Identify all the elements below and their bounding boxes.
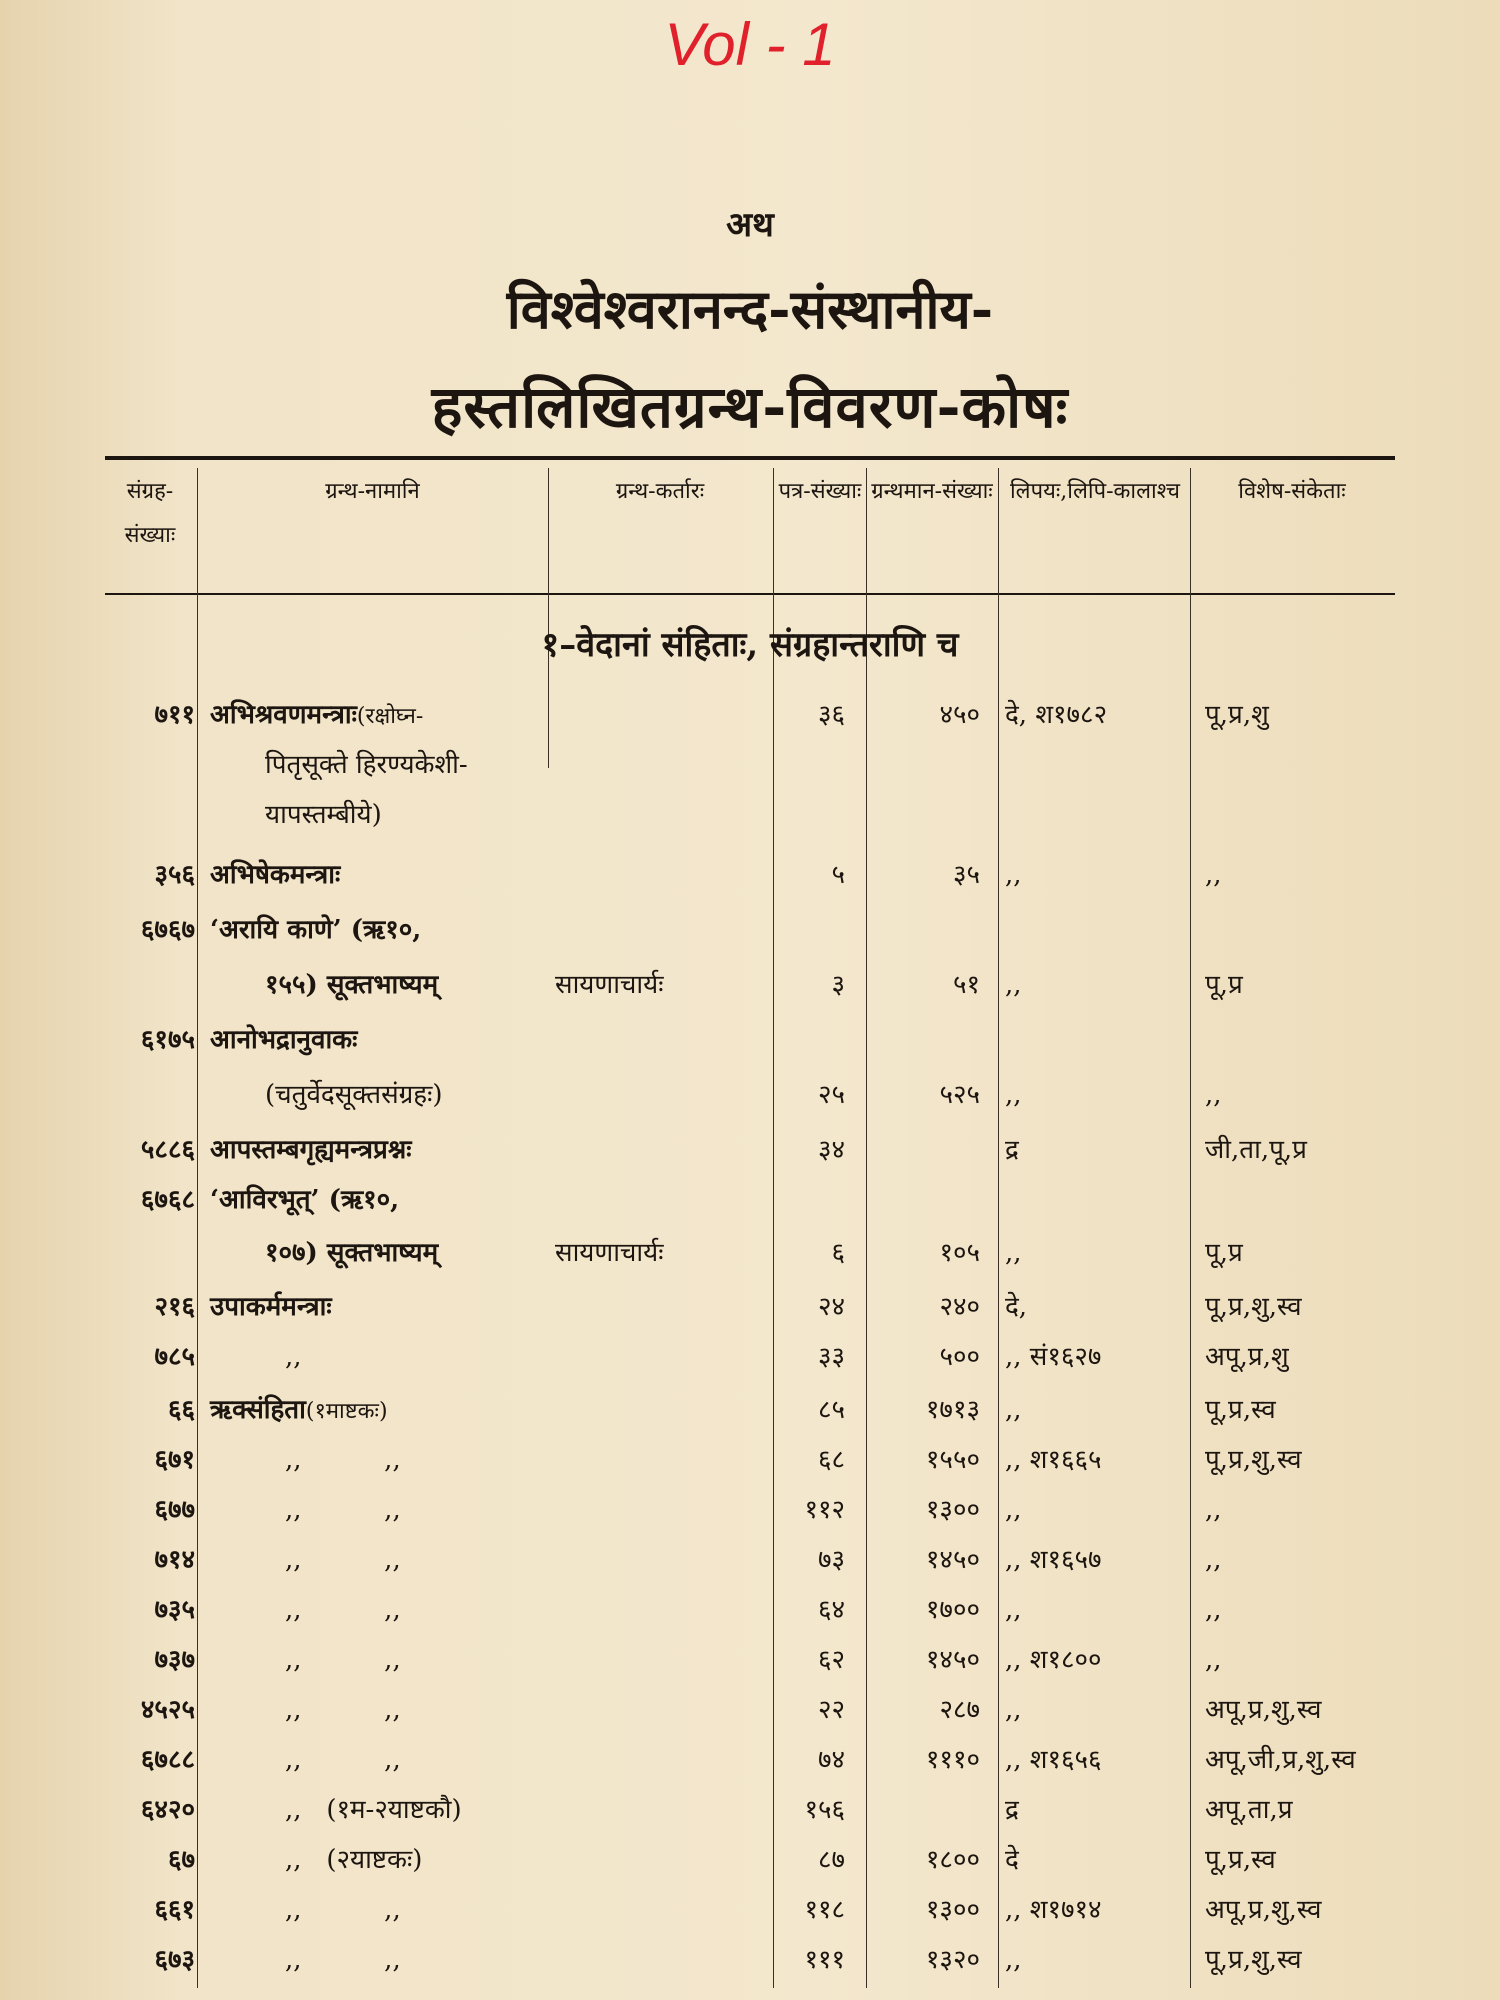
cell-name: ,, ,, (285, 1895, 401, 1925)
cell-vis: पू,प्र,स्व (1205, 1845, 1276, 1875)
cell-no: ६७८८ (140, 1745, 195, 1775)
cell-no: ६७६८ (140, 1185, 195, 1215)
cell-vis: अपू,ता,प्र (1205, 1795, 1293, 1825)
cell-no: ७३५ (154, 1595, 195, 1625)
cell-vis: पू,प्र,शु (1205, 700, 1269, 730)
cell-vis: अपू,प्र,शु,स्व (1205, 1695, 1322, 1725)
col-header-lipi: लिपयः,लिपि-कालाश्च (1009, 479, 1181, 504)
cell-patra: ३४ (817, 1135, 845, 1165)
cell-no: २१६ (154, 1292, 195, 1322)
table-row (0, 1535, 1500, 1585)
cell-no: ६७७ (154, 1495, 195, 1525)
table-row (0, 1175, 1500, 1225)
cell-lipi: ,, (1005, 1595, 1022, 1625)
cell-vis: पू,प्र,शु,स्व (1205, 1292, 1302, 1322)
cell-patra: ६४ (817, 1595, 845, 1625)
cell-vis: जी,ता,पू,प्र (1205, 1135, 1307, 1165)
cell-name: ,, ,, (285, 1595, 401, 1625)
cell-name-text: ऋक्संहिता (210, 1395, 306, 1425)
table-row (0, 1385, 1500, 1435)
cell-name: ‘अरायि काणे’ (ऋ१०, (210, 915, 422, 945)
cell-name: ,, ,, (285, 1745, 401, 1775)
cell-name: ‘आविरभूत्’ (ऋ१०, (210, 1185, 400, 1215)
table-row (0, 740, 1500, 790)
cell-no: ६७ (167, 1845, 195, 1875)
cell-lipi: ,, सं१६२७ (1005, 1342, 1102, 1372)
table-row (0, 1070, 1500, 1120)
cell-lipi: ,, (1005, 1395, 1022, 1425)
table-row (0, 960, 1500, 1010)
cell-mana: ३५ (952, 860, 980, 890)
cell-name: अभिषेकमन्त्राः (210, 860, 341, 890)
cell-patra: ३ (831, 970, 845, 1000)
cell-lipi: ,, श१८०० (1005, 1645, 1102, 1675)
cell-name: ,, ,, (285, 1645, 401, 1675)
cell-patra: ६२ (817, 1645, 845, 1675)
col-header-mana: ग्रन्थमान-संख्याः (871, 479, 993, 504)
cell-mana: १४५० (925, 1545, 980, 1575)
cell-no: ७८५ (154, 1342, 195, 1372)
cell-mana: १०५ (939, 1238, 980, 1268)
cell-vis: अपू,प्र,शु,स्व (1205, 1895, 1322, 1925)
col-header-author: ग्रन्थ-कर्तारः (615, 479, 705, 504)
cell-mana: १३२० (925, 1945, 980, 1975)
cell-no: ७१४ (154, 1545, 195, 1575)
cell-name: ,, ,, (285, 1945, 401, 1975)
table-row (0, 1015, 1500, 1065)
table-row (0, 1785, 1500, 1835)
cell-vis: अपू,प्र,शु (1205, 1342, 1289, 1372)
volume-label: Vol - 1 (664, 11, 836, 78)
cell-vis: ,, (1205, 1595, 1222, 1625)
cell-no: ६४२० (140, 1795, 195, 1825)
cell-lipi: दे, (1005, 1292, 1028, 1322)
cell-no: ७३७ (154, 1645, 195, 1675)
title-prefix: अथ (726, 205, 774, 245)
cell-vis: ,, (1205, 1545, 1222, 1575)
cell-lipi: ,, (1005, 970, 1022, 1000)
cell-patra: ११८ (804, 1895, 845, 1925)
cell-patra: ७३ (817, 1545, 845, 1575)
cell-lipi: ,, श१७१४ (1005, 1895, 1102, 1925)
cell-patra: १५६ (804, 1795, 845, 1825)
cell-mana: १८०० (925, 1845, 980, 1875)
cell-lipi: द्र (1005, 1795, 1019, 1825)
cell-name: आपस्तम्बगृह्यमन्त्रप्रश्नः (210, 1135, 412, 1165)
table-row (0, 1228, 1500, 1278)
cell-lipi: ,, (1005, 1238, 1022, 1268)
cell-name: उपाकर्ममन्त्राः (210, 1292, 332, 1322)
cell-name: ,, ,, (285, 1695, 401, 1725)
table-row (0, 1835, 1500, 1885)
table-row (0, 690, 1500, 740)
cell-patra: २५ (817, 1080, 845, 1110)
col-header-no: संग्रह-संख्याः (124, 479, 176, 548)
cell-no: ६६१ (154, 1895, 195, 1925)
cell-name (210, 1385, 388, 1437)
cell-vis: पू,प्र,शु,स्व (1205, 1445, 1302, 1475)
cell-mana: ४५० (939, 700, 980, 730)
cell-lipi: ,, (1005, 1945, 1022, 1975)
cell-name: पितृसूक्ते हिरण्यकेशी- (265, 750, 468, 780)
cell-no: ३५६ (154, 860, 195, 890)
cell-mana: ५२५ (939, 1080, 980, 1110)
cell-patra: ५ (831, 860, 845, 890)
cell-no: ६१७५ (140, 1025, 195, 1055)
cell-lipi: ,, श१६५७ (1005, 1545, 1102, 1575)
cell-vis: पू,प्र (1205, 1238, 1243, 1268)
cell-patra: ६८ (817, 1445, 845, 1475)
cell-name (210, 690, 423, 742)
cell-author: सायणाचार्यः (555, 1238, 664, 1268)
cell-mana: १५५० (925, 1445, 980, 1475)
cell-mana: १३०० (925, 1895, 980, 1925)
cell-patra: २२ (817, 1695, 845, 1725)
cell-lipi: दे (1005, 1845, 1019, 1875)
cell-name: ,, (२याष्टकः) (285, 1845, 423, 1875)
table-row (0, 850, 1500, 900)
table-row (0, 905, 1500, 955)
cell-no: ५८८६ (140, 1135, 195, 1165)
cell-patra: ११२ (804, 1495, 845, 1525)
cell-mana: २४० (939, 1292, 980, 1322)
cell-vis: अपू,जी,प्र,शु,स्व (1205, 1745, 1356, 1775)
cell-patra: ३३ (817, 1342, 845, 1372)
col-header-vis: विशेष-संकेताः (1238, 479, 1346, 504)
cell-name-text: अभिश्रवणमन्त्राः (210, 700, 357, 730)
cell-patra: ८५ (817, 1395, 845, 1425)
cell-no: ७११ (154, 700, 195, 730)
table-row (0, 1125, 1500, 1175)
cell-patra: ८७ (817, 1845, 845, 1875)
cell-name-note: (रक्षोघ्न- (356, 704, 424, 729)
cell-patra: १११ (804, 1945, 845, 1975)
table-row (0, 1332, 1500, 1382)
cell-name-note: (१माष्टकः) (305, 1399, 388, 1424)
cell-lipi: दे, श१७८२ (1005, 700, 1108, 730)
cell-name: यापस्तम्बीये) (265, 800, 382, 830)
title-line-1: विश्वेश्वरानन्द-संस्थानीय- (506, 277, 994, 341)
cell-name: ,, (१म-२याष्टकौ) (285, 1795, 462, 1825)
cell-name: ,, ,, (285, 1445, 401, 1475)
cell-no: ४५२५ (140, 1695, 195, 1725)
cell-author: सायणाचार्यः (555, 970, 664, 1000)
col-header-patra: पत्र-संख्याः (778, 479, 862, 504)
table-row (0, 1885, 1500, 1935)
cell-mana: ५०० (939, 1342, 980, 1372)
cell-lipi: द्र (1005, 1135, 1019, 1165)
cell-mana: १४५० (925, 1645, 980, 1675)
table-row (0, 1735, 1500, 1785)
cell-name: ,, ,, (285, 1495, 401, 1525)
cell-vis: पू,प्र (1205, 970, 1243, 1000)
table-row (0, 1935, 1500, 1985)
cell-lipi: ,, (1005, 1080, 1022, 1110)
cell-no: ६७१ (154, 1445, 195, 1475)
table-row (0, 790, 1500, 840)
cell-vis: पू,प्र,स्व (1205, 1395, 1276, 1425)
cell-vis: ,, (1205, 1645, 1222, 1675)
cell-no: ६७६७ (140, 915, 195, 945)
cell-name: आनोभद्रानुवाकः (210, 1025, 358, 1055)
section-heading: १–वेदानां संहिताः, संग्रहान्तराणि च (541, 625, 959, 665)
cell-patra: ७४ (817, 1745, 845, 1775)
table-row (0, 1282, 1500, 1332)
cell-lipi: ,, (1005, 1495, 1022, 1525)
col-header-name: ग्रन्थ-नामानि (325, 479, 420, 504)
cell-no: ६६ (167, 1395, 195, 1425)
cell-lipi: ,, (1005, 860, 1022, 890)
cell-mana: १११० (925, 1745, 980, 1775)
cell-mana: ५१ (952, 970, 980, 1000)
cell-mana: २८७ (939, 1695, 980, 1725)
cell-mana: १७१३ (925, 1395, 980, 1425)
cell-name: ,, ,, (285, 1545, 401, 1575)
cell-lipi: ,, (1005, 1695, 1022, 1725)
table-row (0, 1685, 1500, 1735)
cell-patra: २४ (817, 1292, 845, 1322)
title-line-2: हस्तलिखितग्रन्थ-विवरण-कोषः (431, 373, 1069, 441)
cell-vis: पू,प्र,शु,स्व (1205, 1945, 1302, 1975)
table-row (0, 1585, 1500, 1635)
cell-lipi: ,, श१६६५ (1005, 1445, 1102, 1475)
table-row (0, 1635, 1500, 1685)
cell-name: ,, (285, 1342, 302, 1372)
cell-vis: ,, (1205, 860, 1222, 890)
table-row (0, 1485, 1500, 1535)
cell-mana: १३०० (925, 1495, 980, 1525)
cell-vis: ,, (1205, 1495, 1222, 1525)
table-row (0, 1435, 1500, 1485)
cell-mana: १७०० (925, 1595, 980, 1625)
cell-no: ६७३ (154, 1945, 195, 1975)
cell-vis: ,, (1205, 1080, 1222, 1110)
cell-lipi: ,, श१६५६ (1005, 1745, 1102, 1775)
cell-name: १०७) सूक्तभाष्यम् (265, 1238, 439, 1268)
cell-patra: ६ (831, 1238, 845, 1268)
cell-name: (चतुर्वेदसूक्तसंग्रहः) (265, 1080, 443, 1110)
cell-name: १५५) सूक्तभाष्यम् (265, 970, 439, 1000)
cell-patra: ३६ (817, 700, 845, 730)
